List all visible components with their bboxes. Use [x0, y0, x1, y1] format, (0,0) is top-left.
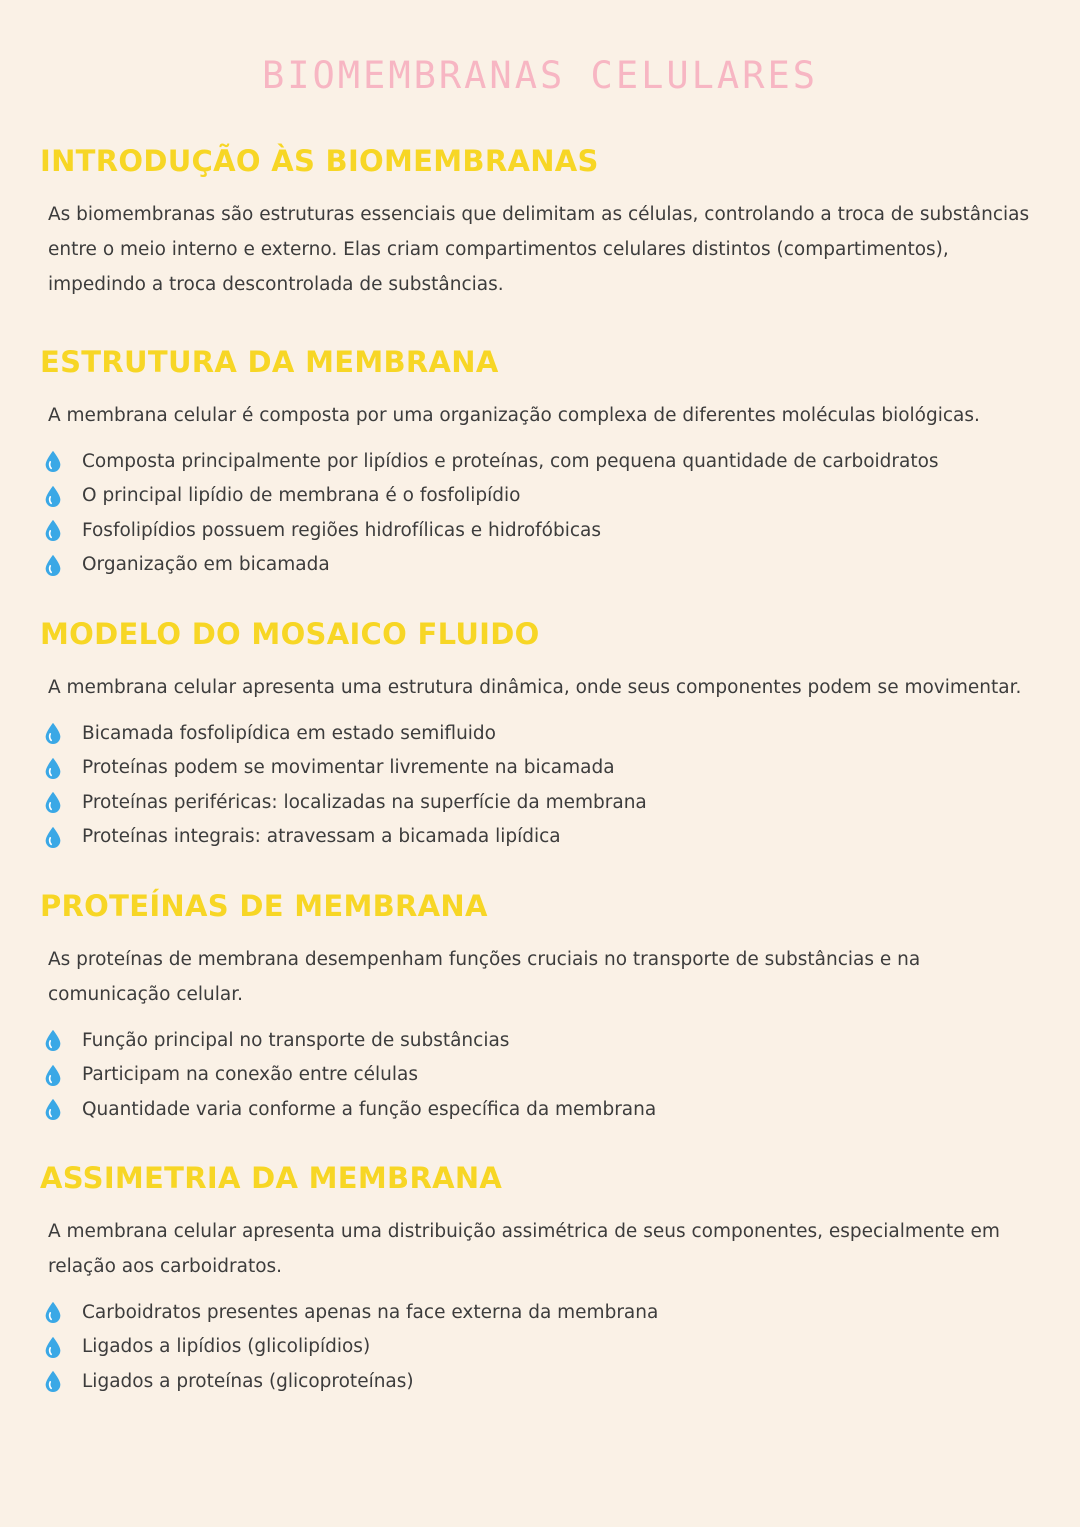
list-item-text: Carboidratos presentes apenas na face externa da membrana	[82, 1301, 659, 1323]
water-drop-icon	[43, 1029, 63, 1051]
list-item-text: Proteínas periféricas: localizadas na superfície da membrana	[82, 791, 647, 813]
list-item-text: Composta principalmente por lipídios e proteínas, com pequena quantidade de carboidratos	[82, 450, 939, 472]
water-drop-icon	[43, 1064, 63, 1086]
list-item-text: Participam na conexão entre células	[82, 1064, 419, 1086]
section-paragraph	[40, 1214, 1040, 1284]
list-item-text: Fosfolipídios possuem regiões hidrofílicas e hidrofóbicas	[82, 519, 602, 541]
water-drop-icon	[43, 485, 63, 507]
list-item	[40, 479, 1040, 514]
paragraph-line: relação aos carboidratos.	[48, 1256, 283, 1277]
water-drop-icon	[43, 519, 63, 541]
list-item	[40, 548, 1040, 583]
section-introducao	[40, 141, 1040, 302]
list-item-text: Ligados a lipídios (glicolipídios)	[82, 1336, 371, 1358]
paragraph-line: impedindo a troca descontrolada de substâncias.	[48, 274, 504, 295]
list-item	[40, 1330, 1040, 1365]
section-paragraph	[40, 197, 1040, 302]
list-item-text: Quantidade varia conforme a função específica da membrana	[82, 1098, 657, 1120]
list-item	[40, 1364, 1040, 1399]
section-heading: ASSIMETRIA DA MEMBRANA	[40, 1161, 503, 1195]
list-item	[40, 716, 1040, 751]
list-item	[40, 785, 1040, 820]
list-item-text: Proteínas podem se movimentar livremente na bicamada	[82, 757, 615, 779]
section-heading: PROTEÍNAS DE MEMBRANA	[40, 889, 488, 923]
section-mosaico-fluido	[40, 614, 1040, 854]
list-item-text: Função principal no transporte de substâncias	[82, 1029, 510, 1051]
water-drop-icon	[43, 757, 63, 779]
section-heading: ESTRUTURA DA MEMBRANA	[40, 345, 499, 379]
paragraph-line: As proteínas de membrana desempenham funções cruciais no transporte de substâncias e na	[48, 949, 921, 970]
list-item-text: O principal lipídio de membrana é o fosfolipídio	[82, 485, 521, 507]
list-item	[40, 820, 1040, 855]
list-item	[40, 444, 1040, 479]
section-paragraph	[40, 670, 1040, 705]
water-drop-icon	[43, 1370, 63, 1392]
list-item-text: Proteínas integrais: atravessam a bicamada lipídica	[82, 826, 561, 848]
list-item-text: Organização em bicamada	[82, 554, 330, 576]
water-drop-icon	[43, 791, 63, 813]
section-proteinas	[40, 886, 1040, 1127]
water-drop-icon	[43, 1336, 63, 1358]
list-item	[40, 513, 1040, 548]
water-drop-icon	[43, 554, 63, 576]
paragraph-line: A membrana celular é composta por uma organização complexa de diferentes moléculas biológicas.	[48, 405, 980, 426]
bullet-list	[40, 716, 1040, 854]
bullet-list	[40, 444, 1040, 582]
water-drop-icon	[43, 722, 63, 744]
section-assimetria	[40, 1158, 1040, 1399]
page-title: BIOMEMBRANAS CELULARES	[261, 54, 819, 97]
water-drop-icon	[43, 450, 63, 472]
water-drop-icon	[43, 1098, 63, 1120]
paragraph-line: comunicação celular.	[48, 984, 243, 1005]
water-drop-icon	[43, 826, 63, 848]
section-estrutura	[40, 342, 1040, 582]
paragraph-line: A membrana celular apresenta uma estrutura dinâmica, onde seus componentes podem se movimentar.	[48, 677, 1022, 698]
list-item	[40, 1295, 1040, 1330]
list-item-text: Ligados a proteínas (glicoproteínas)	[82, 1370, 414, 1392]
bullet-list	[40, 1295, 1040, 1399]
paragraph-line: A membrana celular apresenta uma distribuição assimétrica de seus componentes, especialmente em	[48, 1221, 1000, 1242]
bullet-list	[40, 1023, 1040, 1127]
paragraph-line: As biomembranas são estruturas essenciais que delimitam as células, controlando a troca de substâncias	[48, 204, 1030, 225]
list-item	[40, 751, 1040, 786]
list-item-text: Bicamada fosfolipídica em estado semifluido	[82, 722, 496, 744]
paragraph-line: entre o meio interno e externo. Elas criam compartimentos celulares distintos (compartimentos),	[48, 239, 949, 260]
water-drop-icon	[43, 1301, 63, 1323]
section-paragraph	[40, 398, 1040, 433]
list-item	[40, 1058, 1040, 1093]
section-heading: MODELO DO MOSAICO FLUIDO	[40, 617, 540, 651]
section-paragraph	[40, 942, 1040, 1012]
list-item	[40, 1023, 1040, 1058]
list-item	[40, 1092, 1040, 1127]
section-heading: INTRODUÇÃO ÀS BIOMEMBRANAS	[40, 144, 599, 178]
